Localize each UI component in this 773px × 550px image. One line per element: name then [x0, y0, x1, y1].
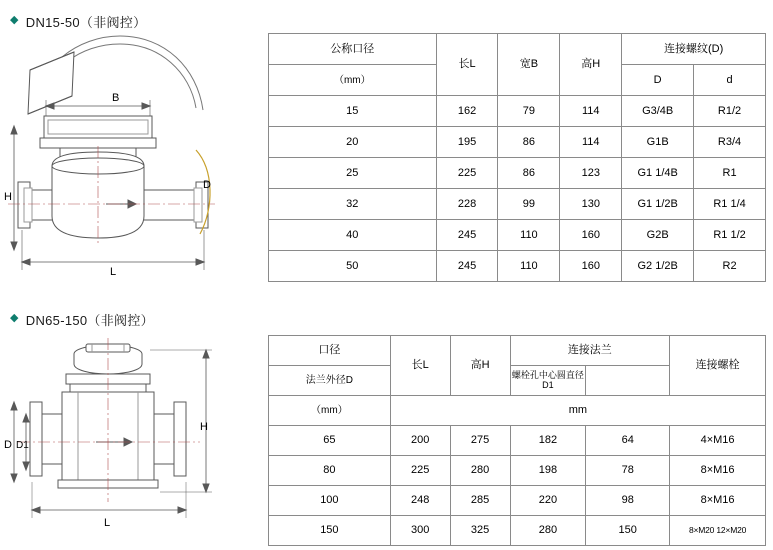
cell-height: 160	[560, 251, 622, 282]
cell-caliber: 100	[269, 486, 391, 516]
table-row	[269, 96, 766, 127]
cell-height: 325	[450, 516, 510, 546]
cell-caliber: 80	[269, 456, 391, 486]
header-thread-d: D	[622, 65, 694, 96]
cell-height: 160	[560, 220, 622, 251]
cell-length: 225	[436, 158, 498, 189]
section-title-dn15-50	[10, 12, 146, 31]
cell-flange-od: 198	[510, 456, 586, 486]
cell-thread-d: G1B	[622, 127, 694, 158]
dimension-label-h: H	[200, 421, 208, 433]
table-row	[269, 486, 766, 516]
cell-nominal: 15	[269, 96, 437, 127]
cell-nominal: 25	[269, 158, 437, 189]
header-bolt-circle-diameter: 螺栓孔中心圆直径D1	[510, 366, 586, 396]
cell-width: 110	[498, 220, 560, 251]
cell-nominal: 40	[269, 220, 437, 251]
header-thread-d-small: d	[694, 65, 766, 96]
table-row	[269, 456, 766, 486]
cell-height: 285	[450, 486, 510, 516]
cell-thread-d-small: R3/4	[694, 127, 766, 158]
diamond-bullet-icon: ◆	[10, 312, 19, 324]
cell-height: 114	[560, 96, 622, 127]
spec-table-dn15-50	[268, 33, 766, 282]
water-meter-drawing-dn65-150	[0, 330, 265, 545]
header-flange-od: 法兰外径D	[269, 366, 391, 396]
cell-length: 245	[436, 251, 498, 282]
header-connect-thread: 连接螺纹(D)	[622, 34, 766, 65]
cell-width: 79	[498, 96, 560, 127]
cell-thread-d: G2 1/2B	[622, 251, 694, 282]
cell-flange-od: 220	[510, 486, 586, 516]
cell-caliber: 65	[269, 426, 391, 456]
dimension-label-h: H	[4, 191, 12, 203]
header-caliber: 口径	[269, 336, 391, 366]
table-row	[269, 189, 766, 220]
table-row	[269, 251, 766, 282]
cell-nominal: 32	[269, 189, 437, 220]
table-header-row	[269, 34, 766, 65]
cell-bolts: 8×M16	[670, 456, 766, 486]
cell-height: 123	[560, 158, 622, 189]
cell-flange-od: 182	[510, 426, 586, 456]
cell-width: 86	[498, 127, 560, 158]
cell-length: 300	[390, 516, 450, 546]
cell-thread-d-small: R1	[694, 158, 766, 189]
table-row	[269, 158, 766, 189]
dimension-label-b: B	[112, 92, 120, 104]
unit-mm: mm	[390, 396, 765, 426]
section-title-label: DN15-50（非阀控）	[25, 15, 147, 30]
cell-bolts: 4×M16	[670, 426, 766, 456]
cell-bolt-circle: 78	[586, 456, 670, 486]
dimension-label-l: L	[104, 517, 111, 529]
dimension-label-d: D	[4, 439, 12, 451]
table-row	[269, 516, 766, 546]
unit-mm-paren: （mm）	[269, 396, 391, 426]
cell-nominal: 20	[269, 127, 437, 158]
cell-height: 114	[560, 127, 622, 158]
header-length: 长L	[390, 336, 450, 396]
cell-thread-d: G1 1/4B	[622, 158, 694, 189]
table-row	[269, 426, 766, 456]
cell-thread-d-small: R1 1/2	[694, 220, 766, 251]
cell-length: 225	[390, 456, 450, 486]
cell-height: 275	[450, 426, 510, 456]
cell-thread-d-small: R1 1/4	[694, 189, 766, 220]
cell-thread-d-small: R2	[694, 251, 766, 282]
cell-length: 228	[436, 189, 498, 220]
cell-caliber: 150	[269, 516, 391, 546]
cell-nominal: 50	[269, 251, 437, 282]
cell-height: 130	[560, 189, 622, 220]
cell-bolts: 8×M20 12×M20	[670, 516, 766, 546]
cell-length: 200	[390, 426, 450, 456]
cell-thread-d: G3/4B	[622, 96, 694, 127]
header-width: 宽B	[498, 34, 560, 96]
cell-thread-d: G1 1/2B	[622, 189, 694, 220]
cell-bolt-circle: 150	[586, 516, 670, 546]
cell-bolt-circle: 98	[586, 486, 670, 516]
spec-table-dn65-150	[268, 335, 766, 546]
cell-length: 162	[436, 96, 498, 127]
header-connect-flange: 连接法兰	[510, 336, 670, 366]
header-nominal-diameter: 公称口径	[269, 34, 437, 65]
cell-thread-d-small: R1/2	[694, 96, 766, 127]
water-meter-drawing-dn15-50	[0, 30, 265, 280]
table-header-row	[269, 336, 766, 366]
header-height: 高H	[560, 34, 622, 96]
section-title-label: DN65-150（非阀控）	[25, 313, 154, 328]
table-row	[269, 220, 766, 251]
header-height: 高H	[450, 336, 510, 396]
dimension-label-d1: D1	[16, 440, 29, 451]
dimension-label-l: L	[110, 266, 117, 278]
cell-length: 245	[436, 220, 498, 251]
unit-mm-paren: （mm）	[269, 65, 437, 96]
cell-bolt-circle: 64	[586, 426, 670, 456]
cell-length: 248	[390, 486, 450, 516]
cell-flange-od: 280	[510, 516, 586, 546]
header-connect-bolts: 连接螺栓	[670, 336, 766, 396]
diamond-bullet-icon: ◆	[10, 14, 19, 26]
cell-bolts: 8×M16	[670, 486, 766, 516]
table-row	[269, 127, 766, 158]
cell-height: 280	[450, 456, 510, 486]
cell-width: 99	[498, 189, 560, 220]
section-title-dn65-150	[10, 310, 154, 329]
table-unit-row	[269, 396, 766, 426]
header-length: 长L	[436, 34, 498, 96]
cell-length: 195	[436, 127, 498, 158]
cell-width: 86	[498, 158, 560, 189]
cell-width: 110	[498, 251, 560, 282]
cell-thread-d: G2B	[622, 220, 694, 251]
dimension-label-d: D	[203, 179, 211, 191]
